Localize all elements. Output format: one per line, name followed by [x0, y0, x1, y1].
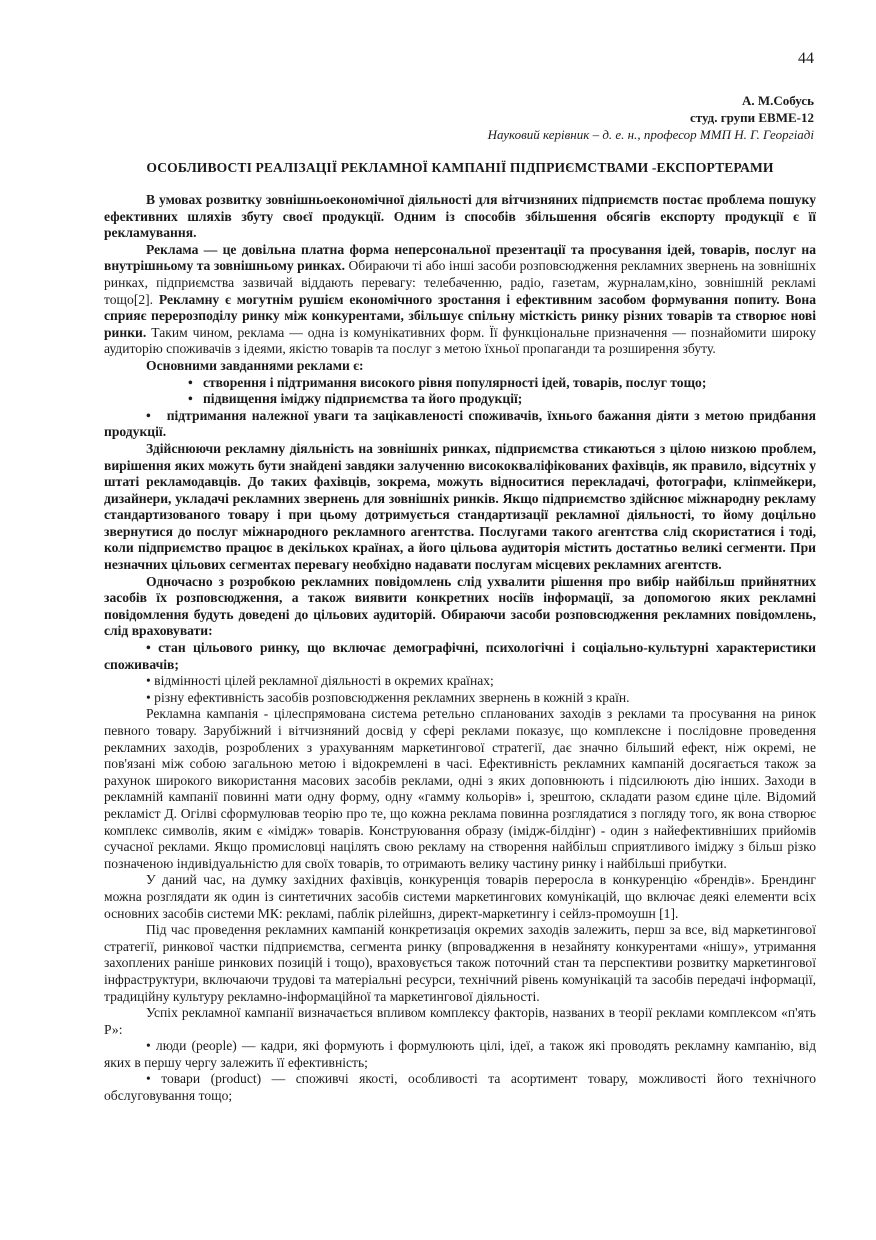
- task-text-1: створення і підтримання високого рівня популярності ідей, товарів, послуг тощо;: [202, 374, 707, 390]
- paragraph-intro: В умовах розвитку зовнішньоекономічної діяльності для вітчизняних підприємств постає проблема пошуку ефективних шляхів збуту своєї продукції. Одним із способів збільшення обсягів експорту продукції є її рекламування.: [104, 192, 816, 241]
- consider-item-3: • різну ефективність засобів розповсюдження рекламних звернень в кожній з країн.: [146, 689, 630, 705]
- definition-bold-2: Рекламну є могутнім рушієм економічного зростання і ефективним засобом формування попиту. Вона сприяє перерозподілу ринку між конкурентами, збільшує спільну місткість ринку різних товарів та створює нові ринки.: [104, 291, 816, 340]
- paragraph-strategy: Під час проведення рекламних кампаній конкретизація окремих заходів залежить, перш за все, від маркетингової стратегії, ринкової частки підприємства, сегмента ринку (впровадження в незайняту конкурентами «нішу», утримання захоплених раніше ринкових позицій і тощо), враховується також поточний стан та перспективи розвитку маркетингової інфраструктури, включаючи трудові та матеріальні ресурси, технічний рівень комунікацій та засобів передачі інформації, традиційну культуру рекламно-інформаційної та маркетингової діяльності.: [104, 922, 816, 1004]
- page-number: 44: [798, 50, 814, 67]
- task-item-2: • підвищення іміджу підприємства та його продукції;: [188, 391, 523, 407]
- task-item-1: • створення і підтримання високого рівня популярності ідей, товарів, послуг тощо;: [188, 374, 707, 390]
- author-group: студ. групи ЕВМЕ-12: [689, 110, 814, 125]
- supervisor: Науковий керівник – д. е. н., професор ММП Н. Г. Георгіаді: [487, 127, 814, 142]
- five-p-item-1: • люди (people) — кадри, які формують і формулюють цілі, ідеї, а також які проводять рекламну кампанію, від яких в першу чергу залежить її ефективність;: [104, 1038, 816, 1070]
- paragraph-campaign: Рекламна кампанія - цілеспрямована система ретельно спланованих заходів з реклами та просування на ринок певного товару. Зарубіжний і вітчизняний досвід у сфері реклами показує, що комплексне і послідовне проведення рекламних заходів, розроблених з урахуванням маркетингової стратегії, дає значно більший ефект, ніж окремі, не пов'язані між собою загальною метою і відокремлені в часі. Ефективність рекламних кампаній досягається також за рахунок широкого використання масових засобів реклами, одні з яких доповнюють і підсилюють дію інших. Заходи в рекламній кампанії повинні мати одну форму, одну «гамму кольорів» і, зрештою, складати разом єдине ціле. Відомий рекламіст Д. Огілві сформулював теорію про те, що кожна реклама повинна розглядатися з погляду того, як вона створює комплекс символів, яким є «імідж» товарів. Конструювання образу (імідж-білдінг) - один з найефективніших прийомів сучасної реклами. Якщо промисловці націлять свою рекламу на створення найбільш сприятливого іміджу з більш різко позначеною індивідуальністю для своїх товарів, то отримають велику частину ринку і найбільші прибутки.: [104, 706, 816, 871]
- tasks-intro: Основними завданнями реклами є:: [146, 357, 364, 373]
- article-title: ОСОБЛИВОСТІ РЕАЛІЗАЦІЇ РЕКЛАМНОЇ КАМПАНІЇ ПІДПРИЄМСТВАМИ -ЕКСПОРТЕРАМИ: [146, 160, 774, 175]
- author-name: А. М.Собусь: [741, 93, 814, 108]
- task-text-2: підвищення іміджу підприємства та його продукції;: [202, 391, 523, 407]
- task-item-3: • підтримання належної уваги та зацікавленості споживачів, їхнього бажання діяти з метою придбання продукції.: [104, 407, 816, 440]
- five-p-item-2: • товари (product) — споживчі якості, особливості та асортимент товару, можливості його технічного обслуговування тощо;: [104, 1071, 816, 1104]
- definition-text-2: Таким чином, реклама — одна із комунікативних форм. Її функціональне призначення — познайомити широку аудиторію споживачів з ідеями, якістю товарів та послуг з метою їхньої пропаганди та розширення збуту.: [104, 324, 816, 357]
- paragraph-brands: У даний час, на думку західних фахівців, конкуренція товарів переросла в конкуренцію «брендів». Брендинг можна розглядати як один із синтетичних засобів системи маркетингових комунікацій, що включає деякі елементи всіх основних засобів системи МК: рекламі, паблік рілейшнз, директ-маркетингу і сейлз-промоушн [1].: [104, 872, 816, 921]
- definition-text-1: Обираючи ті або інші засоби розповсюдження рекламних звернень на зовнішніх ринках, підприємства зазвичай віддають перевагу: телебаченню, радіо, газетам, журналам,кіно, зовнішній рекламі тощо[2].: [104, 258, 816, 307]
- paragraph-five-p: Успіх рекламної кампанії визначається впливом комплексу факторів, названих в теорії реклами комплексом «п'ять Р»:: [104, 1005, 816, 1037]
- article-body: [104, 192, 816, 1105]
- paragraph-specialists: Здійснюючи рекламну діяльність на зовнішніх ринках, підприємства стикаються з цілою низкою проблем, вирішення яких можуть бути знайдені завдяки залученню висококваліфікованих фахівців, як правило, відсутніх у штаті рекламодавців. До таких фахівців, зокрема, можуть відноситися перекладачі, фотографи, кліпмейкери, дизайнери, укладачі рекламних звернень для зовнішніх ринків. Якщо підприємство здійснює міжнародну рекламу стандартизованого товару і при цьому дотримується стандартизації рекламної діяльності, то йому доцільно звернутися до послуг міжнародного рекламного агентства. Послугами такого агентства слід скористатися і тоді, коли підприємство працює в декількох країнах, а його цільова аудиторія містить достатньо великі сегменти. При незначних цільових сегментах перевагу необхідно надавати послугам місцевих рекламних агентств.: [104, 440, 816, 573]
- paragraph-definition: [104, 242, 816, 358]
- consider-item-1: • стан цільового ринку, що включає демографічні, психологічні і соціально-культурні характеристики споживачів;: [104, 640, 816, 672]
- paragraph-media-choice: Одночасно з розробкою рекламних повідомлень слід ухвалити рішення про вибір найбільш прийнятних засобів їх розповсюдження, а також виявити конкретних носіїв інформації, за допомогою яких рекламні повідомлення будуть доведені до цільових аудиторій. Обираючи засоби розповсюдження рекламних повідомлень, слід враховувати:: [104, 573, 816, 639]
- consider-item-2: • відмінності цілей рекламної діяльності в окремих країнах;: [146, 673, 494, 689]
- task-text-3: підтримання належної уваги та зацікавленості споживачів, їхнього бажання діяти з метою придбання продукції.: [104, 407, 816, 440]
- author-block: [488, 92, 814, 143]
- definition-bold-1: Реклама — це довільна платна форма неперсональної презентації та просування ідей, товарів, послуг на внутрішньому та зовнішньому ринках.: [104, 241, 816, 274]
